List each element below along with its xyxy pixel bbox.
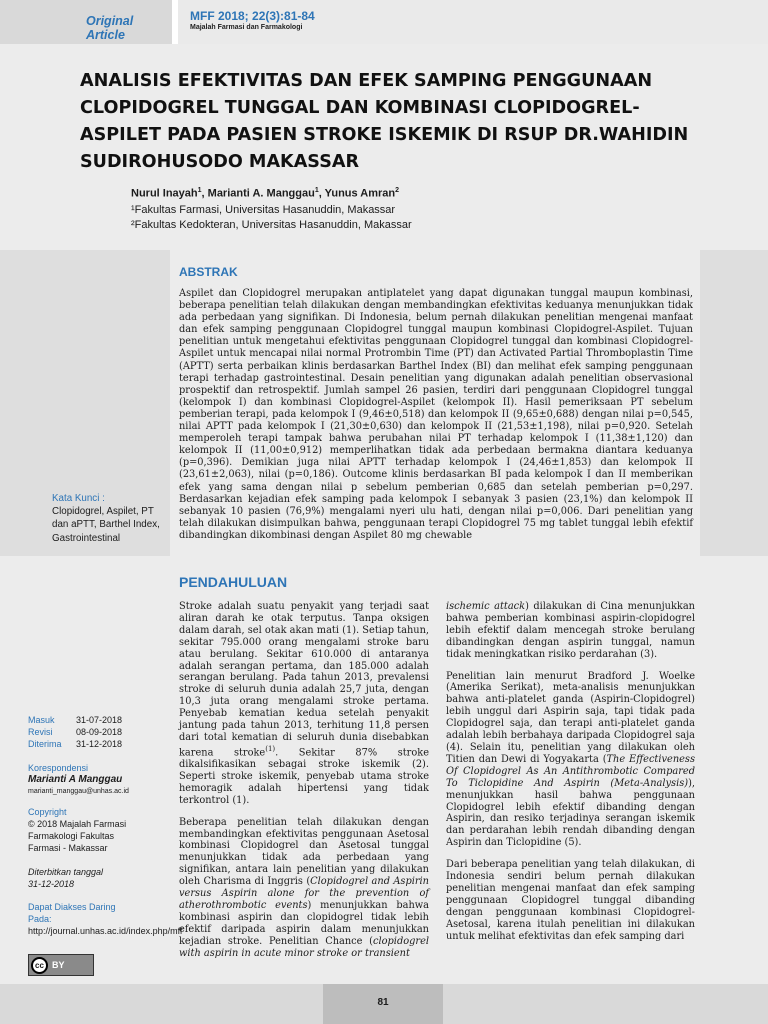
author-sep: ,: [201, 187, 208, 200]
paper-title: ANALISIS EFEKTIVITAS DAN EFEK SAMPING PENGGUNAAN CLOPIDOGREL TUNGGAL DAN KOMBINASI CLOPIDOGREL-ASPILET PADA PASIEN STROKE ISKEMIK DI RSUP DR.WAHIDIN SUDIROHUSODO MAKASSAR: [80, 71, 689, 172]
online-label: Dapat Diakses Daring Pada:: [28, 902, 116, 924]
italic-text: ischemic attack: [446, 601, 526, 612]
affiliation: ²Fakultas Kedokteran, Universitas Hasanuddin, Makassar: [131, 219, 412, 231]
date-row: [28, 738, 138, 750]
page-header: [0, 0, 768, 44]
paragraph: [179, 601, 429, 807]
correspondence-email[interactable]: marianti_manggau@unhas.ac.id: [28, 788, 129, 795]
correspondence-label: Korespondensi: [28, 763, 89, 773]
published: [28, 866, 140, 890]
author-name: Marianti A. Manggau: [207, 187, 315, 200]
date-row: [28, 726, 138, 738]
page-number: 81: [323, 984, 443, 1024]
paragraph: [446, 671, 695, 850]
date-value: 31-12-2018: [76, 739, 123, 749]
text: . Sekitar 87% stroke dikalsifikasikan sebagai stroke iskemik (2). Seperti stroke iskemik, penyebab utama stroke hemoragik adalah hipertensi yang tidak terkontrol (1).: [179, 747, 429, 806]
paragraph: [179, 817, 429, 960]
author-name: Nurul Inayah: [131, 187, 198, 200]
text: ) menunjukkan bahwa kombinasi aspirin dan clopidogrel tidak lebih efektif daripada aspirin dalam menunjukkan kejadian stroke. Penelitian Chance (: [179, 900, 429, 947]
published-date: 31-12-2018: [28, 879, 75, 889]
journal-info: [178, 0, 768, 44]
keywords: [52, 492, 166, 545]
copyright-text: © 2018 Majalah Farmasi Farmakologi Fakultas Farmasi - Makassar: [28, 819, 127, 853]
date-value: 08-09-2018: [76, 727, 123, 737]
correspondence-name: Marianti A Manggau: [28, 774, 123, 785]
authors: [131, 187, 399, 200]
author-sep: ,: [318, 187, 325, 200]
text: Stroke adalah suatu penyakit yang terjadi saat aliran darah ke otak terputus. Tanpa oksigen dalam darah, sel otak akan mati (1). Setiap tahun, sekitar 795.000 orang mengalami stroke baru atau berulang. Sekitar 610.000 di antaranya adalah serangan pertama, dan 185.000 adalah serangan berulang. Pada tahun 2013, prevalensi stroke di seluruh dunia adalah 25,7 juta, dengan 10,3 juta orang mengalami stroke pertama. Penyebab kematian kedua setelah penyakit jantung pada tahun 2013, terhitung 11,8 persen dari total kematian di seluruh dunia disebabkan karena stroke: [179, 601, 429, 759]
author-name: Yunus Amran: [324, 187, 396, 200]
italic-text: clopidogrel with aspirin in acute minor stroke or transient: [179, 935, 429, 959]
copyright: [28, 806, 140, 854]
paragraph: [446, 859, 695, 942]
keywords-text: Clopidogrel, Aspilet, PT dan aPTT, Barthel Index, Gastrointestinal: [52, 506, 160, 544]
keywords-label: Kata Kunci :: [52, 493, 105, 504]
text: Dari beberapa penelitian yang telah dilakukan, di Indonesia sendiri belum pernah dilakukan penelitian mengenai manfaat dan efek samping penggunaan Clopidogrel tunggal dibanding dengan penggunaan kombinasi Clopidogrel-Asetosal, karena itulah penelitian ini dilakukan untuk melihat efektivitas dan efek samping dari: [446, 859, 695, 942]
affiliation: ¹Fakultas Farmasi, Universitas Hasanuddin, Makassar: [131, 204, 396, 216]
body-column-left: [179, 601, 429, 970]
journal-full-name: Majalah Farmasi dan Farmakologi: [190, 24, 303, 31]
article-type: Original Article: [0, 0, 172, 44]
italic-text: Clopidogrel and Aspirin versus Aspirin alone for the prevention of atherothrombotic events: [179, 876, 429, 912]
body-column-right: [446, 601, 695, 952]
date-row: [28, 714, 138, 726]
author-sup: 1: [197, 187, 202, 194]
article-dates: [28, 714, 138, 750]
date-label: Diterima: [28, 739, 62, 749]
copyright-label: Copyright: [28, 807, 67, 817]
author-sup: 2: [395, 187, 400, 194]
cc-icon: cc: [31, 957, 48, 974]
italic-text: The Effectiveness Of Clopidogrel As An Antithrombotic Compared To Ticlopidine And Aspirin (Meta-Analysis): [446, 753, 695, 789]
online-access: [28, 901, 183, 937]
date-label: Revisi: [28, 727, 53, 737]
text: ), menunjukkan hasil bahwa penggunaan Clopidogrel lebih efektif dibanding dengan Aspirin, dan resiko terjadinya serangan iskemik dan perdarahan lebih rendah dibanding dengan Aspirin dan Ticlopidine (5).: [446, 777, 695, 849]
correspondence: [28, 762, 168, 798]
abstract-heading: ABSTRAK: [179, 265, 238, 279]
date-value: 31-07-2018: [76, 715, 123, 725]
text: Penelitian lain menurut Bradford J. Woelke (Amerika Serikat), meta-analisis menunjukkan bahwa anti-platelet ganda (Aspirin-Clopidogrel) lebih unggul dari Aspirin saja, tapi tidak pada Clopidogrel saja, dan terapi anti-platelet ganda adalah lebih berbahaya daripada Clopidogrel saja (4). Selain itu, penelitian yang dilakukan oleh Titien dan Dewi di Yogyakarta (: [446, 670, 695, 765]
date-label: Masuk: [28, 715, 55, 725]
section-heading: PENDAHULUAN: [179, 574, 288, 590]
published-label: Diterbitkan tanggal: [28, 867, 104, 877]
text: Beberapa penelitian telah dilakukan dengan membandingkan efektivitas penggunaan Asetosal kombinasi Clopidogrel dan Asetosal tunggal menunjukkan tidak ada perbedaan yang signifikan, antara lain penelitian yang dilakukan oleh Charisma di Inggris (: [179, 816, 429, 888]
online-url[interactable]: http://journal.unhas.ac.id/index.php/mff: [28, 926, 183, 936]
by-icon: BY: [52, 960, 65, 970]
journal-citation: MFF 2018; 22(3):81-84: [190, 9, 315, 23]
abstract-text: Aspilet dan Clopidogrel merupakan antiplatelet yang dapat digunakan tunggal maupun kombinasi, beberapa penelitian telah dilakukan dengan membandingkan efektivitas keduanya menunjukkan tidak ada perbedaan yang signifikan. Di Indonesia, belum pernah dilakukan penelitian mengenai manfaat dan efek samping penggunaan Clopidogrel tunggal maupun kombinasi Clopidogrel-Aspilet. Tujuan penelitian untuk mengetahui efektivitas penggunaan Clopidogrel tunggal dan kombinasi Clopidogrel-Aspilet untuk mencapai nilai normal Protrombin Time (PT) dan Activated Partial Thromboplastin Time (APTT) serta perbaikan klinis berdasarkan Barthel Index (BI) dan melihat efek samping penggunaan terapi terhadap gastrointestinal. Desain penelitian yang digunakan adalah penelitian observasional prospektif dan retrospektif. Jumlah sampel 26 pasien, terdiri dari penggunaan Clopidogrel tunggal (kelompok I) dan kombinasi Clopidogrel-Aspilet (kelompok II). Hasil pemeriksaan PT sebelum pemberian terapi, pada kelompok I (9,46±0,518) dan kelompok II (9,65±0,688) dengan nilai p=0,545, nilai APTT pada kelompok I (21,30±0,630) dan kelompok II (21,53±1,198), nilai p=0,920. Setelah memperoleh terapi tampak bahwa perubahan nilai PT terhadap kelompok I (11,38±1,120) dan kelompok II (11,00±0,912) memperlihatkan tidak ada perbedaan bermakna diantara keduanya (p=0,396). Demikian juga nilai APTT terhadap kelompok I (24,46±1,853) dan kelompok II (23,61±2,063), nilai (p=0,186). Outcome klinis berdasarkan BI pada kelompok I dan II memberikan efek yang sama dengan nilai p sebelum pemberian 0,685 dan setelah pemberian p=0,297. Berdasarkan kejadian efek samping pada kelompok I sebanyak 3 pasien (23,1%) dan kelompok II sebanyak 10 pasien (76,9%) mengalami nyeri ulu hati, dengan nilai p=0,006. Dari penelitian yang telah dilakukan disimpulkan bahwa, penggunaan terapi Clopidogrel 75 mg tablet tunggal lebih efektif dibandingkan dikombinasi dengan Aspilet 80 mg chewable: [179, 288, 693, 541]
text: ) dilakukan di Cina menunjukkan bahwa pemberian kombinasi aspirin-clopidogrel lebih efektif dalam mencegah stroke berulang dibandingkan dengan aspirin tunggal, namun tidak meningkatkan risiko perdarahan (3).: [446, 601, 695, 660]
cc-by-badge: [28, 954, 94, 976]
citation-sup: (1): [265, 744, 276, 753]
paragraph: [446, 601, 695, 661]
author-sup: 1: [314, 187, 319, 194]
